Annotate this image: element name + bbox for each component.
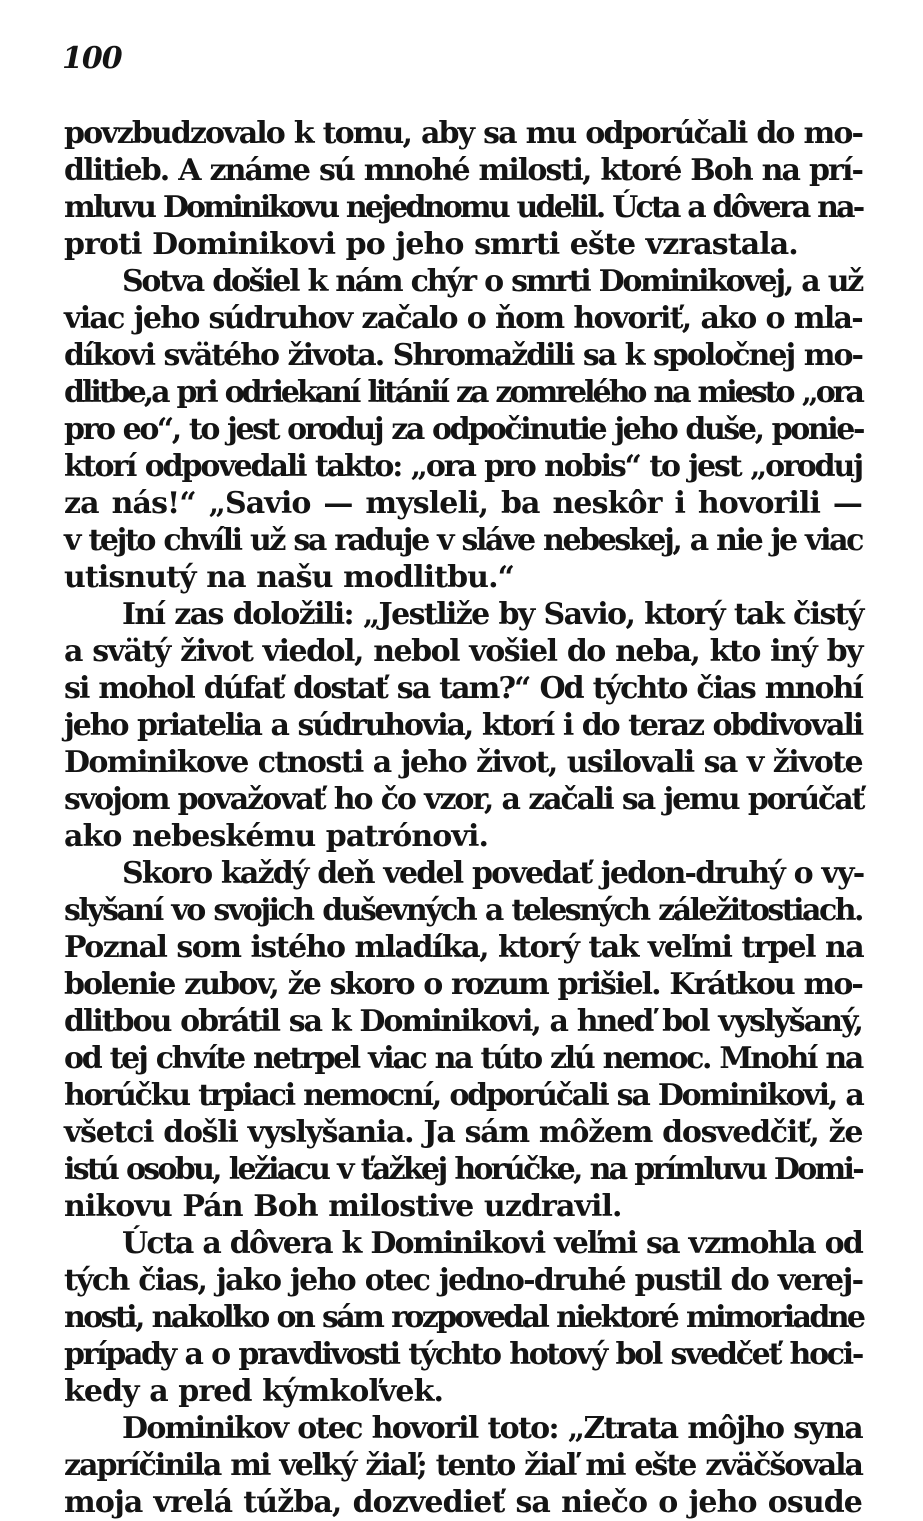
text-line: a svätý život viedol, nebol vošiel do neba, kto iný by bbox=[64, 634, 862, 669]
text-line: dlitbe,a pri odriekaní litánií za zomrelého na miesto „ora bbox=[64, 375, 862, 410]
text-line: zapríčinila mi veľký žiaľ; tento žiaľ mi ešte zväčšovala bbox=[64, 1448, 862, 1483]
text-line: dlitbou obrátil sa k Dominikovi, a hneď bol vyslyšaný, bbox=[64, 1004, 862, 1039]
text-line: mluvu Dominikovu nejednomu udelil. Úcta a dôvera na- bbox=[64, 190, 863, 225]
text-line: horúčku trpiaci nemocní, odporúčali sa Dominikovi, a bbox=[64, 1078, 863, 1113]
text-line: v tejto chvíli už sa raduje v sláve nebeskej, a nie je viac bbox=[64, 523, 862, 558]
body-text bbox=[64, 115, 862, 1521]
text-line: prípady a o pravdivosti týchto hotový bol svedčeť hoci- bbox=[64, 1337, 862, 1372]
text-line: Sotva došiel k nám chýr o smrti Dominikovej, a už bbox=[122, 264, 862, 299]
text-line: istú osobu, ležiacu v ťažkej horúčke, na prímluvu Domi- bbox=[64, 1152, 862, 1187]
text-line: všetci došli vyslyšania. Ja sám môžem dosvedčiť, že bbox=[64, 1115, 863, 1150]
text-line: viac jeho súdruhov začalo o ňom hovoriť, ako o mla- bbox=[64, 301, 862, 336]
text-line: svojom považovať ho čo vzor, a začali sa jemu porúčať bbox=[64, 782, 864, 817]
text-line: díkovi svätého života. Shromaždili sa k spoločnej mo- bbox=[64, 338, 862, 373]
text-line: ktorí odpovedali takto: „ora pro nobis“ to jest „oroduj bbox=[64, 449, 862, 484]
text-line: nosti, nakoľko on sám rozpovedal niektoré mimoriadne bbox=[64, 1300, 864, 1335]
text-line: za nás!“ „Savio — mysleli, ba neskôr i hovorili — bbox=[64, 486, 862, 521]
text-line: Dominikov otec hovoril toto: „Ztrata môjho syna bbox=[122, 1411, 862, 1446]
text-line: utisnutý na našu modlitbu.“ bbox=[64, 560, 514, 595]
text-line: Skoro každý deň vedel povedať jedon-druhý o vy- bbox=[122, 856, 864, 891]
text-line: tých čias, jako jeho otec jedno-druhé pustil do verej- bbox=[64, 1263, 863, 1298]
page-number: 100 bbox=[62, 41, 122, 76]
text-line: proti Dominikovi po jeho smrti ešte vzrastala. bbox=[64, 227, 798, 262]
text-line: pro eo“, to jest oroduj za odpočinutie jeho duše, ponie- bbox=[64, 412, 863, 447]
text-line: Úcta a dôvera k Dominikovi veľmi sa vzmohla od bbox=[122, 1226, 862, 1261]
text-line: si mohol dúfať dostať sa tam?“ Od týchto čias mnohí bbox=[64, 671, 862, 706]
text-line: slyšaní vo svojich duševných a telesných záležitostiach. bbox=[64, 893, 862, 928]
text-line: moja vrelá túžba, dozvedieť sa niečo o jeho osude bbox=[64, 1485, 862, 1520]
text-line: Iní zas doložili: „Jestliže by Savio, ktorý tak čistý bbox=[122, 597, 863, 632]
text-line: Dominikove ctnosti a jeho život, usilovali sa v živote bbox=[64, 745, 862, 780]
text-line: jeho priatelia a súdruhovia, ktorí i do teraz obdivovali bbox=[64, 708, 862, 743]
text-line: dlitieb. A známe sú mnohé milosti, ktoré Boh na prí- bbox=[64, 153, 862, 188]
text-line: kedy a pred kýmkoľvek. bbox=[64, 1374, 444, 1409]
text-line: povzbudzovalo k tomu, aby sa mu odporúčali do mo- bbox=[64, 116, 862, 151]
text-line: Poznal som istého mladíka, ktorý tak veľmi trpel na bbox=[64, 930, 864, 965]
text-line: bolenie zubov, že skoro o rozum prišiel. Krátkou mo- bbox=[64, 967, 862, 1002]
text-line: ako nebeskému patrónovi. bbox=[64, 819, 488, 854]
text-line: od tej chvíte netrpel viac na túto zlú nemoc. Mnohí na bbox=[64, 1041, 862, 1076]
text-line: nikovu Pán Boh milostive uzdravil. bbox=[64, 1189, 622, 1224]
